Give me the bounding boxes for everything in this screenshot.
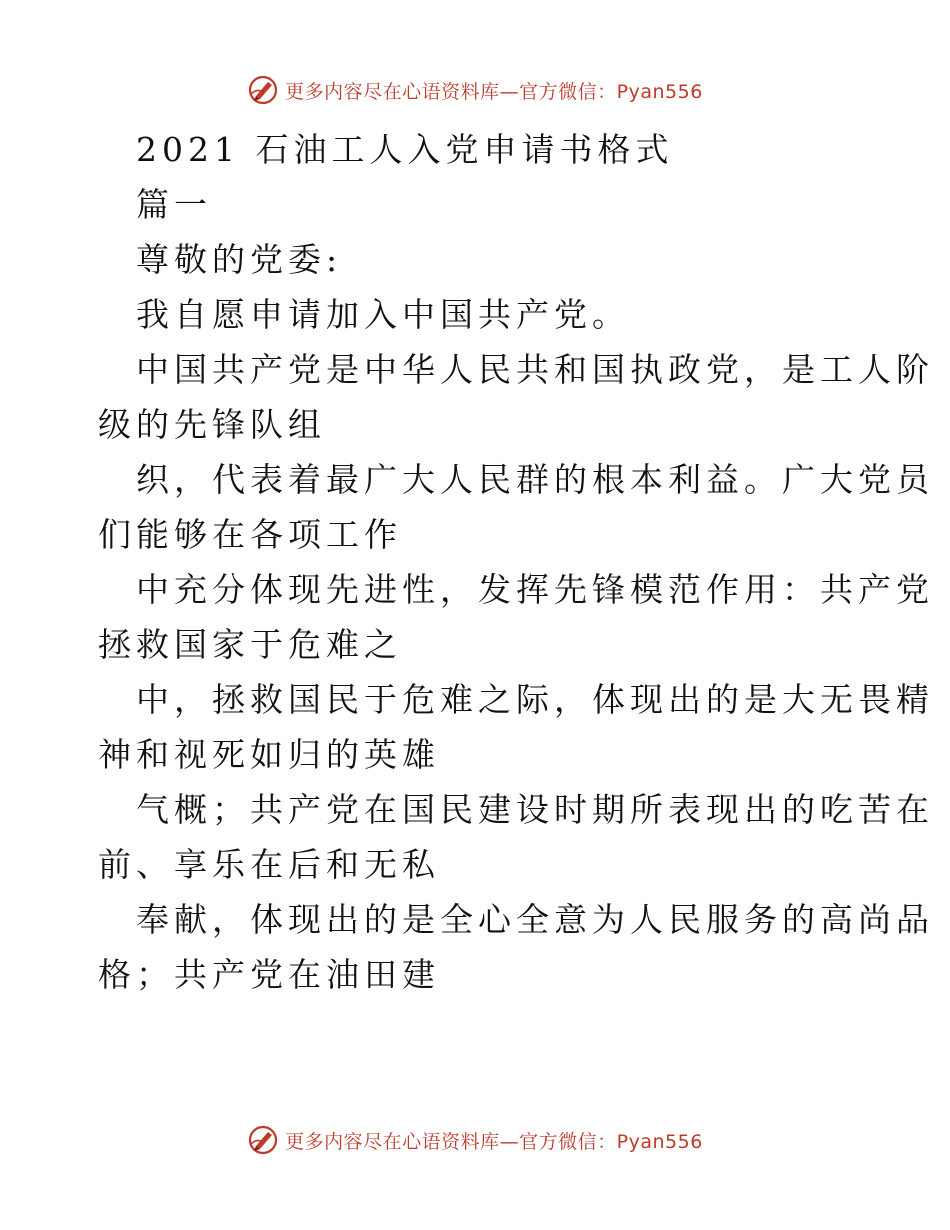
paragraph-line: 织，代表着最广大人民群的根本利益。广大党员	[136, 460, 934, 499]
watermark-text: 更多内容尽在心语资料库—官方微信：Pyan556	[285, 1130, 703, 1153]
header-watermark	[0, 70, 950, 110]
document-body	[98, 122, 934, 1002]
paragraph-line: 奉献，体现出的是全心全意为人民服务的高尚品	[136, 900, 934, 939]
paragraph-line: 级的先锋队组	[98, 405, 326, 444]
paragraph-line: 拯救国家于危难之	[98, 625, 402, 664]
paragraph-line: 前、享乐在后和无私	[98, 845, 440, 884]
paragraph-line: 中充分体现先进性，发挥先锋模范作用：共产党	[136, 570, 934, 609]
paragraph-line: 格；共产党在油田建	[98, 955, 440, 994]
footer-watermark	[0, 1120, 950, 1160]
paragraph-line: 们能够在各项工作	[98, 515, 402, 554]
paragraph-line: 神和视死如归的英雄	[98, 735, 440, 774]
document-title: 2021 石油工人入党申请书格式	[136, 130, 674, 169]
paragraph-line: 我自愿申请加入中国共产党。	[136, 295, 630, 334]
paragraph-line: 气概；共产党在国民建设时期所表现出的吃苦在	[136, 790, 934, 829]
pen-logo-icon	[247, 74, 279, 106]
pen-logo-icon	[247, 1124, 279, 1156]
paragraph-line: 中，拯救国民于危难之际，体现出的是大无畏精	[136, 680, 934, 719]
paragraph-line: 中国共产党是中华人民共和国执政党，是工人阶	[136, 350, 934, 389]
watermark-text: 更多内容尽在心语资料库—官方微信：Pyan556	[285, 80, 703, 103]
section-heading: 篇一	[136, 185, 212, 224]
salutation: 尊敬的党委:	[136, 240, 343, 279]
